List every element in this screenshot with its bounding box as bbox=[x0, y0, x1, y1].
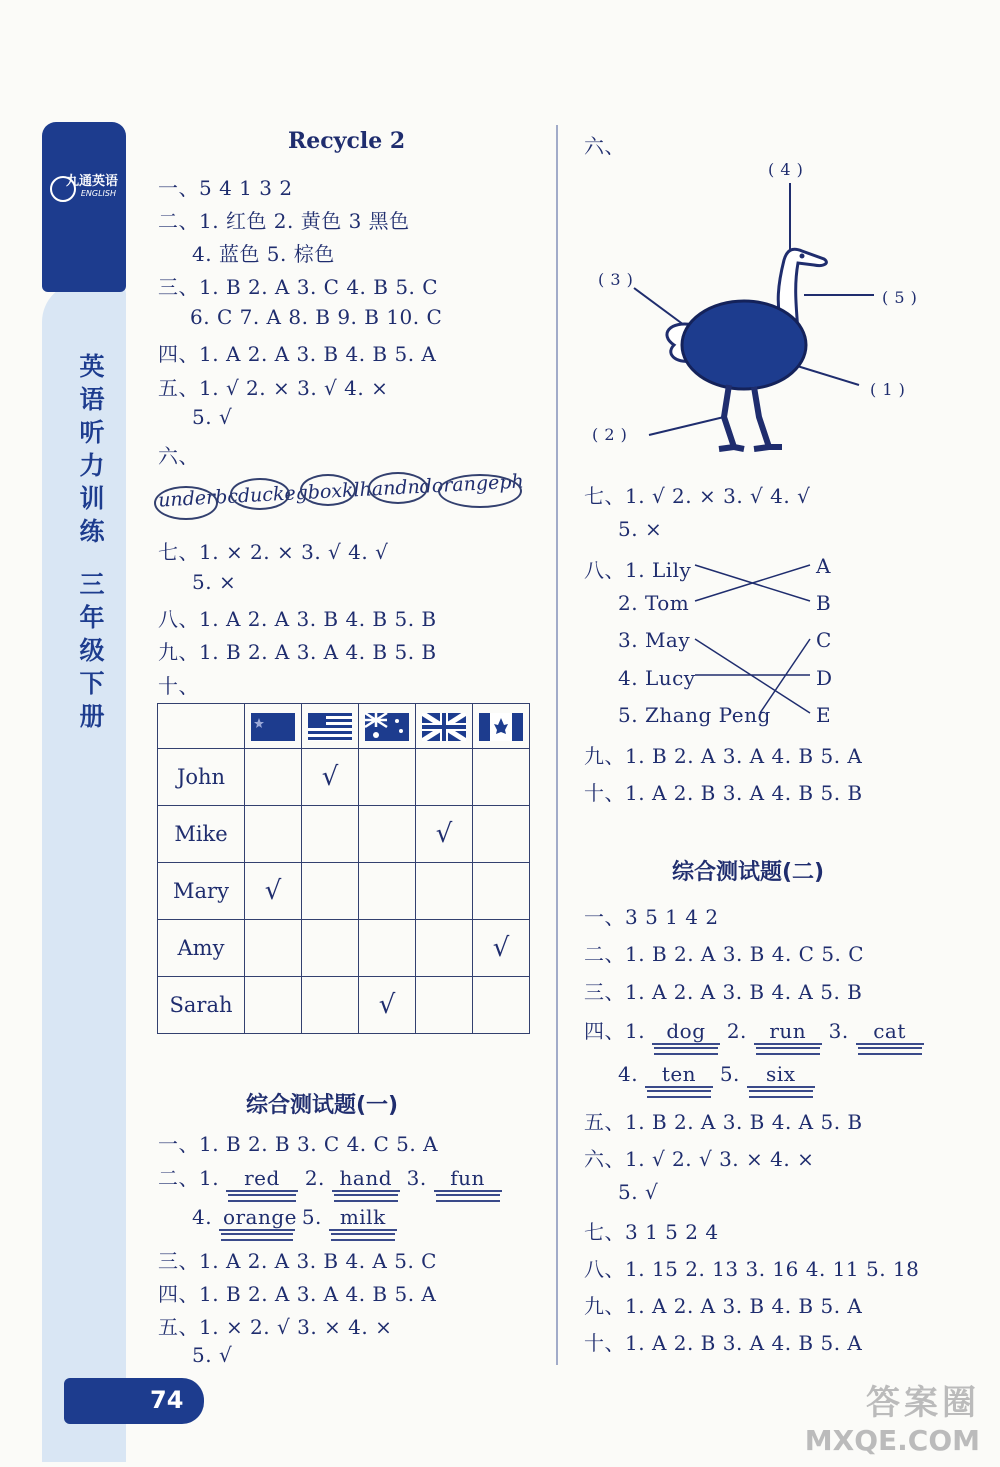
matching-lines bbox=[680, 555, 820, 725]
watermark bbox=[805, 1375, 980, 1457]
check-cell bbox=[302, 920, 359, 977]
test1-title: 综合测试题(一) bbox=[246, 1093, 399, 1118]
answer-line: 五、1. × 2. √ 3. × 4. × bbox=[158, 1315, 393, 1339]
answer-line: 四、1. B 2. A 3. A 4. B 5. A bbox=[158, 1282, 437, 1306]
blank-answer: milk bbox=[329, 1205, 397, 1231]
match-left: 5. Zhang Peng bbox=[618, 703, 771, 727]
circle-under bbox=[154, 486, 218, 520]
answer-line: 二、1. B 2. A 3. B 4. C 5. C bbox=[584, 942, 865, 966]
q-num: 3. bbox=[406, 1166, 427, 1190]
table-row bbox=[158, 920, 530, 977]
answer-line: 三、1. A 2. A 3. B 4. A 5. C bbox=[158, 1249, 437, 1273]
title-char: 力 bbox=[79, 451, 105, 480]
flag-uk-cell bbox=[416, 704, 473, 749]
answer-line: 一、5 4 1 3 2 bbox=[158, 176, 293, 200]
answer-line: 6. C 7. A 8. B 9. B 10. C bbox=[190, 305, 443, 329]
q-num: 2. bbox=[304, 1166, 325, 1190]
section-label: 六、 bbox=[584, 134, 625, 158]
q-num: 4. bbox=[618, 1062, 639, 1086]
flag-australia-cell bbox=[359, 704, 416, 749]
ostrich-diagram bbox=[584, 155, 954, 465]
check-cell: √ bbox=[359, 977, 416, 1034]
fill-blank-line bbox=[584, 1015, 924, 1045]
blank-answer: hand bbox=[332, 1166, 400, 1192]
match-left: 2. Tom bbox=[618, 591, 690, 615]
check-cell bbox=[416, 920, 473, 977]
label-4: ( 4 ) bbox=[768, 160, 804, 179]
match-left: 4. Lucy bbox=[618, 666, 696, 690]
check-cell bbox=[359, 806, 416, 863]
logo-sub: ENGLISH bbox=[80, 189, 116, 198]
check-cell bbox=[302, 863, 359, 920]
answer-line: 4. 蓝色 5. 棕色 bbox=[192, 242, 335, 266]
row-name: Mary bbox=[158, 863, 245, 920]
answer-line: 三、1. A 2. A 3. B 4. A 5. B bbox=[584, 980, 863, 1004]
check-cell bbox=[245, 806, 302, 863]
flag-canada-cell bbox=[473, 704, 530, 749]
usa-flag-icon bbox=[308, 713, 352, 741]
flag-china-cell bbox=[245, 704, 302, 749]
pointer-line bbox=[794, 365, 859, 385]
flag-usa-cell bbox=[302, 704, 359, 749]
china-flag-icon bbox=[251, 713, 295, 741]
answer-line: 九、1. B 2. A 3. A 4. B 5. B bbox=[158, 640, 437, 664]
circle-box bbox=[300, 474, 356, 506]
check-cell bbox=[359, 863, 416, 920]
answer-line: 四、1. A 2. A 3. B 4. B 5. A bbox=[158, 342, 437, 366]
q-prefix: 二、1. bbox=[158, 1166, 220, 1190]
q-num: 4. bbox=[192, 1205, 213, 1229]
answer-line: 十、1. A 2. B 3. A 4. B 5. B bbox=[584, 781, 863, 805]
answer-line: 九、1. B 2. A 3. A 4. B 5. A bbox=[584, 744, 863, 768]
watermark-text: 答案圈 bbox=[866, 1383, 980, 1423]
answer-line: 5. × bbox=[618, 517, 663, 541]
ostrich-body bbox=[682, 301, 806, 389]
answer-line: 七、1. × 2. × 3. √ 4. √ bbox=[158, 540, 389, 564]
check-cell bbox=[302, 977, 359, 1034]
ostrich-eye bbox=[800, 254, 805, 259]
canada-flag-icon bbox=[479, 713, 523, 741]
row-name: Sarah bbox=[158, 977, 245, 1034]
pointer-line bbox=[649, 417, 724, 435]
check-cell bbox=[416, 749, 473, 806]
answer-line: 八、1. 15 2. 13 3. 16 4. 11 5. 18 bbox=[584, 1257, 920, 1281]
answer-line: 六、 bbox=[158, 444, 199, 468]
answer-line: 十、1. A 2. B 3. A 4. B 5. A bbox=[584, 1331, 863, 1355]
australia-flag-icon bbox=[365, 713, 409, 741]
publisher-logo bbox=[48, 170, 122, 210]
check-cell bbox=[473, 806, 530, 863]
table-row bbox=[158, 749, 530, 806]
q-num: 3. bbox=[828, 1019, 849, 1043]
table-row bbox=[158, 806, 530, 863]
grade-char: 下 bbox=[79, 669, 105, 698]
label-5: ( 5 ) bbox=[882, 288, 918, 307]
check-cell bbox=[473, 977, 530, 1034]
title-char: 听 bbox=[79, 418, 105, 447]
check-cell bbox=[245, 920, 302, 977]
match-left: 八、1. Lily bbox=[584, 558, 692, 582]
answer-line: 5. × bbox=[192, 570, 237, 594]
circle-duck bbox=[230, 478, 290, 510]
blank-answer: dog bbox=[652, 1019, 720, 1045]
logo-text: 九通英语 bbox=[65, 174, 118, 189]
title-char: 训 bbox=[79, 484, 105, 513]
check-cell bbox=[416, 977, 473, 1034]
table-corner bbox=[158, 704, 245, 749]
title-char: 练 bbox=[79, 517, 105, 546]
blank-answer: run bbox=[754, 1019, 822, 1045]
circle-hand bbox=[368, 472, 428, 504]
blank-answer: six bbox=[747, 1062, 815, 1088]
table-row bbox=[158, 977, 530, 1034]
answer-line: 五、1. B 2. A 3. B 4. A 5. B bbox=[584, 1110, 863, 1134]
recycle-title: Recycle 2 bbox=[288, 128, 406, 154]
label-1: ( 1 ) bbox=[870, 380, 906, 399]
check-cell bbox=[359, 749, 416, 806]
table-row bbox=[158, 863, 530, 920]
fill-blank-line bbox=[192, 1205, 397, 1231]
match-right: E bbox=[816, 703, 832, 727]
grade-char: 册 bbox=[79, 702, 105, 731]
word-chain bbox=[158, 472, 538, 532]
match-right: D bbox=[816, 666, 833, 690]
answer-line: 七、3 1 5 2 4 bbox=[584, 1220, 719, 1244]
row-name: Mike bbox=[158, 806, 245, 863]
check-cell bbox=[473, 749, 530, 806]
check-cell bbox=[245, 977, 302, 1034]
title-char: 英 bbox=[79, 352, 105, 381]
q-num: 5. bbox=[719, 1062, 740, 1086]
check-cell bbox=[416, 863, 473, 920]
fill-blank-line bbox=[618, 1062, 815, 1088]
logo-swirl-icon bbox=[50, 176, 76, 202]
check-cell bbox=[359, 920, 416, 977]
match-right: C bbox=[816, 628, 832, 652]
answer-line: 一、3 5 1 4 2 bbox=[584, 905, 719, 929]
label-3: ( 3 ) bbox=[598, 270, 634, 289]
q-prefix: 四、1. bbox=[584, 1019, 646, 1043]
answer-line: 八、1. A 2. A 3. B 4. B 5. B bbox=[158, 607, 437, 631]
test2-title: 综合测试题(二) bbox=[672, 860, 825, 885]
row-name: Amy bbox=[158, 920, 245, 977]
answer-line: 六、1. √ 2. √ 3. × 4. × bbox=[584, 1147, 815, 1171]
answer-line: 5. √ bbox=[192, 1343, 233, 1367]
answer-line: 十、 bbox=[158, 674, 199, 698]
ostrich-leg bbox=[719, 385, 744, 449]
q-num: 5. bbox=[301, 1205, 322, 1229]
answer-line: 七、1. √ 2. × 3. √ 4. √ bbox=[584, 484, 811, 508]
check-cell: √ bbox=[245, 863, 302, 920]
answer-line: 5. √ bbox=[618, 1180, 659, 1204]
answer-line: 三、1. B 2. A 3. C 4. B 5. C bbox=[158, 275, 439, 299]
check-cell: √ bbox=[302, 749, 359, 806]
match-line bbox=[760, 639, 810, 713]
pointer-line bbox=[634, 288, 684, 325]
check-cell bbox=[473, 863, 530, 920]
column-divider bbox=[556, 125, 558, 1365]
answer-line: 5. √ bbox=[192, 405, 233, 429]
ostrich-leg bbox=[754, 387, 782, 449]
blank-answer: fun bbox=[434, 1166, 502, 1192]
answer-line: 五、1. √ 2. × 3. √ 4. × bbox=[158, 376, 389, 400]
check-cell bbox=[245, 749, 302, 806]
grade-char: 级 bbox=[79, 636, 105, 665]
circle-orange bbox=[438, 474, 522, 508]
blank-answer: orange bbox=[219, 1205, 295, 1231]
title-char: 语 bbox=[79, 385, 105, 414]
match-right: A bbox=[816, 554, 831, 578]
word-chain-text: underbcduckegboxklhandndorangeph bbox=[157, 470, 525, 512]
fill-blank-line bbox=[158, 1162, 502, 1192]
grade-char: 三 bbox=[79, 570, 105, 599]
q-num: 2. bbox=[726, 1019, 747, 1043]
page-number: 74 bbox=[150, 1386, 184, 1414]
match-left: 3. May bbox=[618, 628, 691, 652]
uk-flag-icon bbox=[422, 713, 466, 741]
blank-answer: red bbox=[226, 1166, 298, 1192]
check-cell: √ bbox=[473, 920, 530, 977]
check-cell bbox=[302, 806, 359, 863]
answer-line: 一、1. B 2. B 3. C 4. C 5. A bbox=[158, 1132, 439, 1156]
grade-char: 年 bbox=[79, 603, 105, 632]
watermark-url: MXQE.COM bbox=[804, 1424, 980, 1457]
country-table bbox=[157, 703, 530, 1034]
row-name: John bbox=[158, 749, 245, 806]
label-2: ( 2 ) bbox=[592, 425, 628, 444]
book-title bbox=[72, 350, 112, 733]
answer-line: 二、1. 红色 2. 黄色 3 黑色 bbox=[158, 209, 410, 233]
blank-answer: ten bbox=[645, 1062, 713, 1088]
table-header-row bbox=[158, 704, 530, 749]
match-right: B bbox=[816, 591, 832, 615]
blank-answer: cat bbox=[856, 1019, 924, 1045]
check-cell: √ bbox=[416, 806, 473, 863]
match-line bbox=[695, 639, 810, 713]
answer-line: 九、1. A 2. A 3. B 4. B 5. A bbox=[584, 1294, 863, 1318]
